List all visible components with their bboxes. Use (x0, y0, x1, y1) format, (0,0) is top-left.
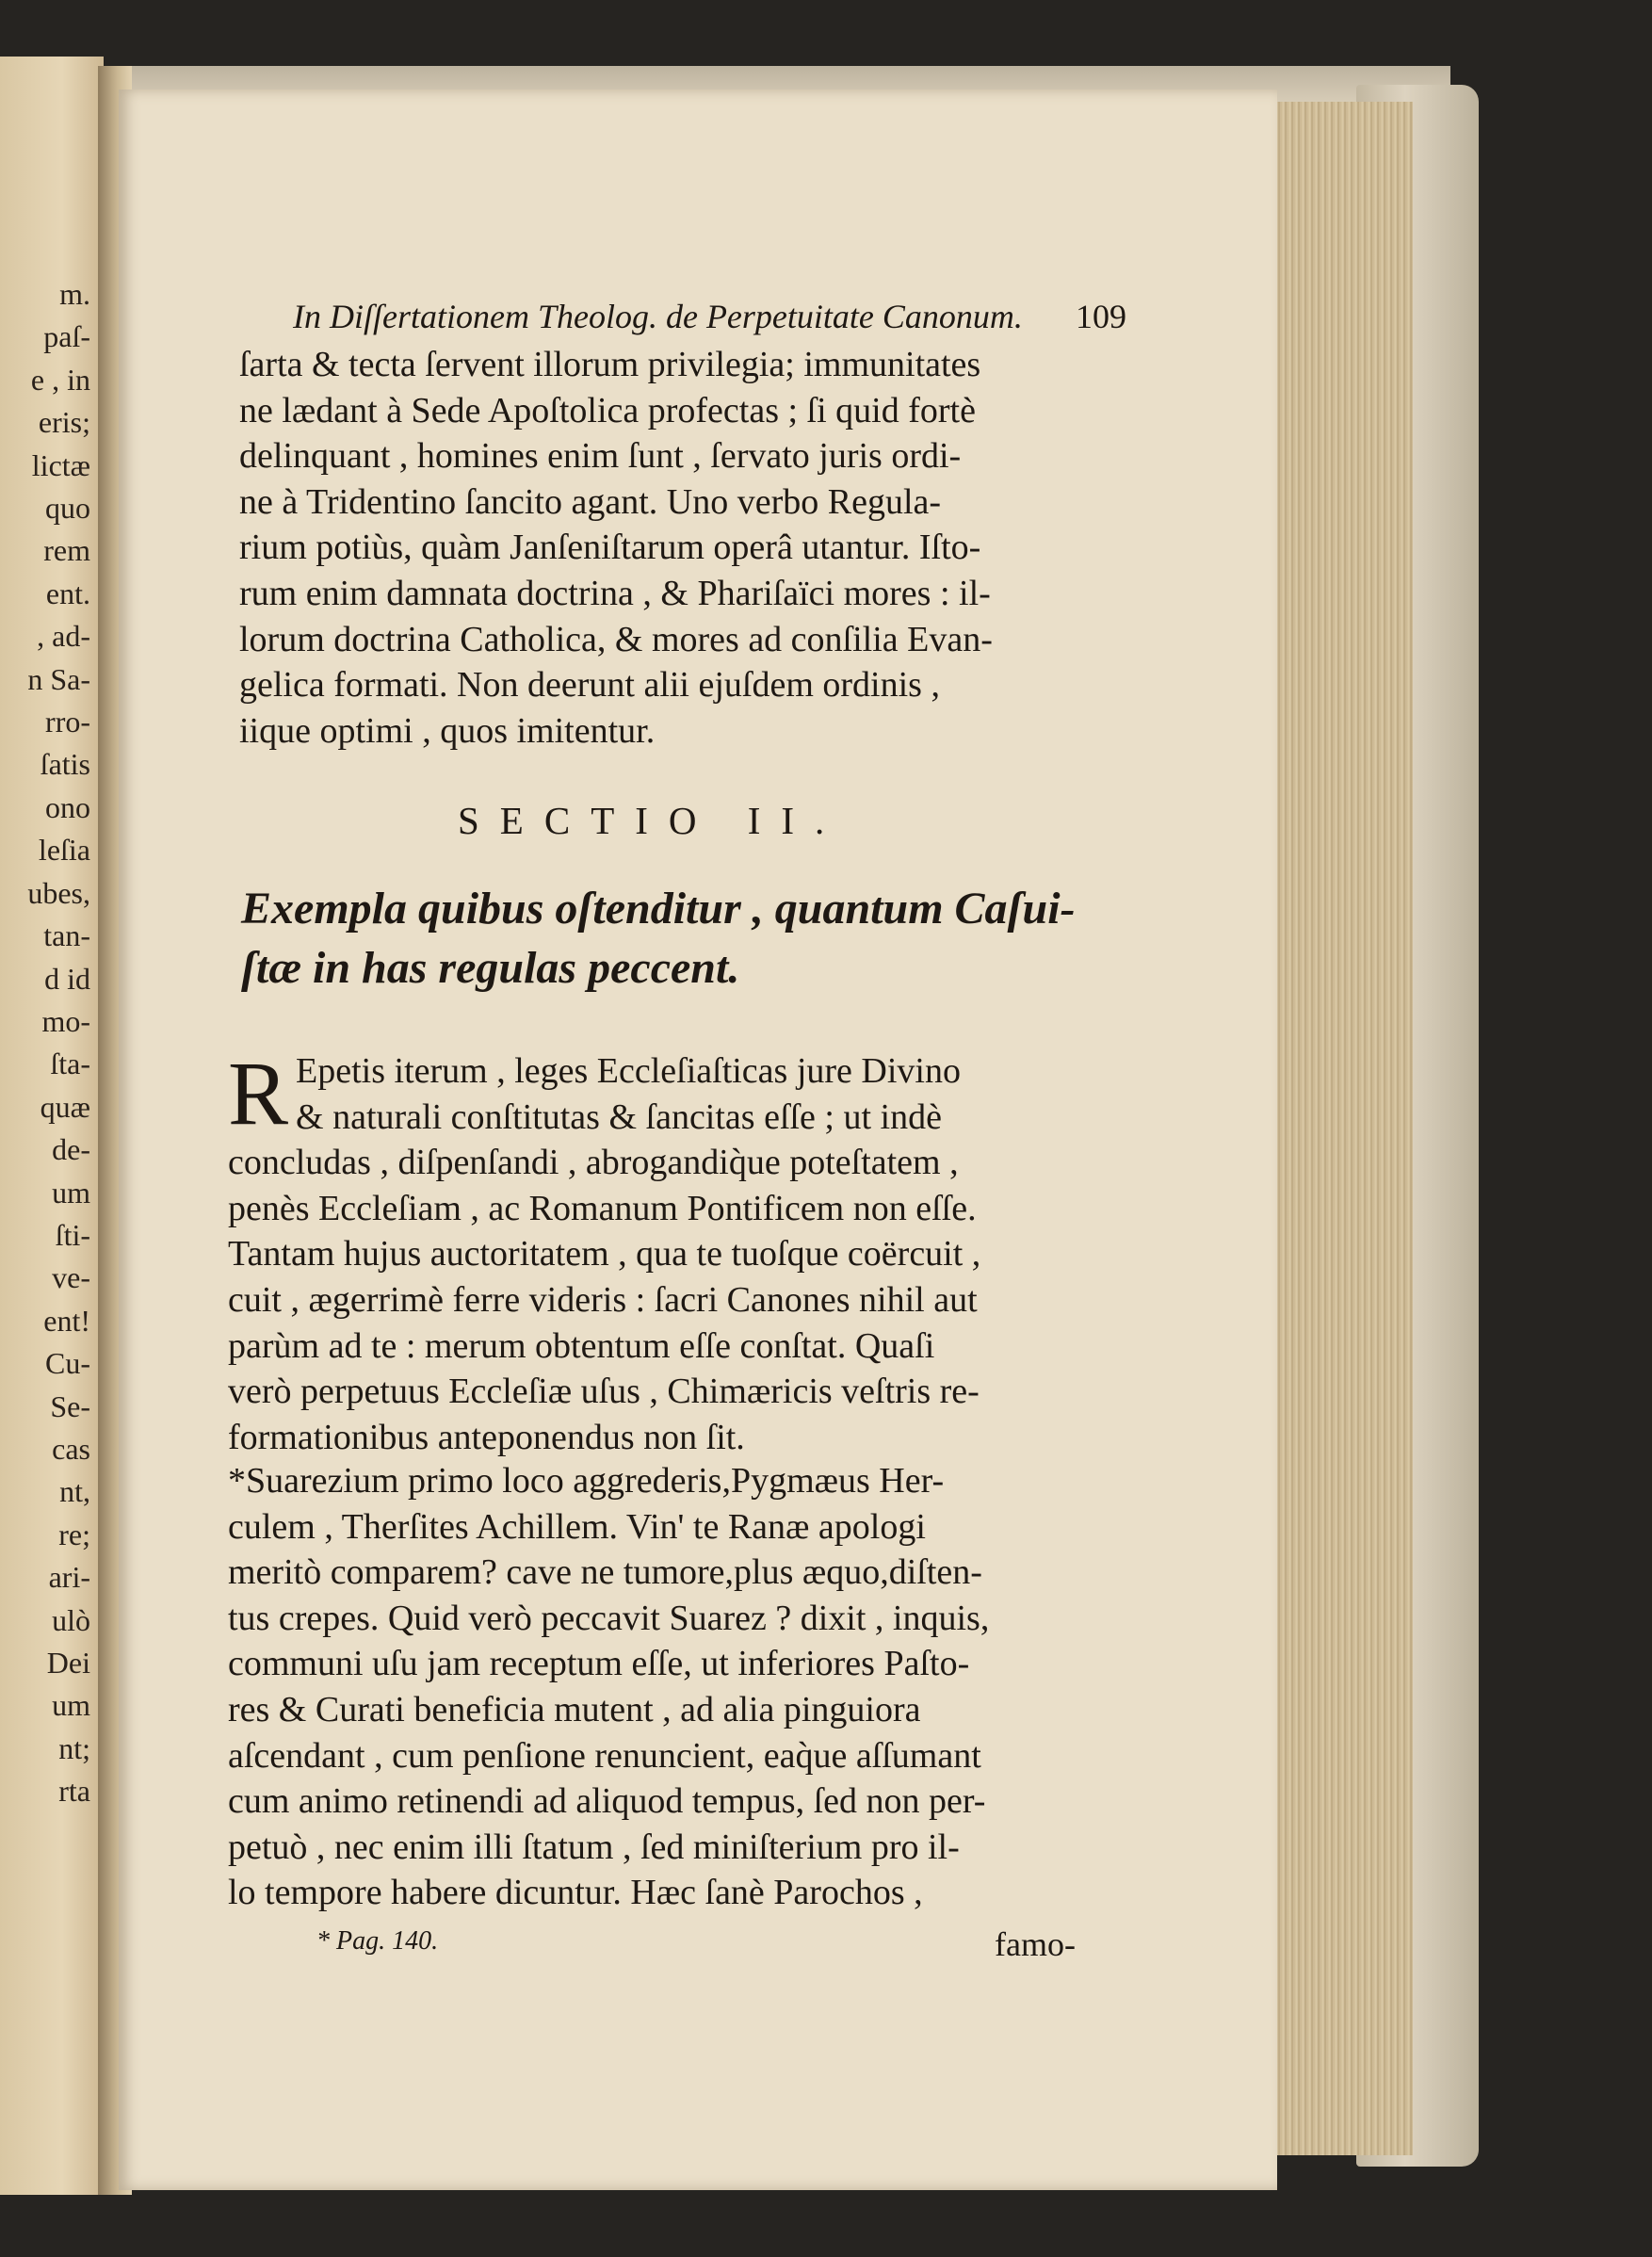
left-page-fragment: um (52, 1688, 90, 1723)
text-line: rum enim damnata doctrina , & Phariſaïci mores : il- (239, 573, 991, 613)
left-page-fragment: ſta- (50, 1047, 90, 1081)
drop-cap: R (228, 1043, 289, 1144)
text-line: parùm ad te : merum obtentum eſſe conſtat. Quaſi (228, 1325, 935, 1366)
text-line: tus crepes. Quid verò peccavit Suarez ? dixit , inquis, (228, 1598, 990, 1638)
text-line: ſarta & tecta ſervent illorum privilegia; immunitates (239, 345, 981, 384)
text-line: ne lædant à Sede Apoſtolica profectas ; ſi quid fortè (239, 390, 976, 430)
text-line: lo tempore habere dicuntur. Hæc ſanè Parochos , (228, 1873, 923, 1913)
left-page-fragment: ent! (43, 1303, 90, 1338)
text-line: culem , Therſites Achillem. Vin' te Ranæ apologi (228, 1506, 926, 1547)
left-page-fragment: quæ (40, 1089, 90, 1124)
left-page-fragment: m. (59, 277, 90, 311)
text-line: formationibus anteponendus non ſit. (228, 1417, 745, 1457)
book-page (119, 89, 1277, 2190)
left-page-fragment: rta (58, 1774, 90, 1809)
left-page-fragment: rem (43, 533, 90, 568)
paragraph-3 (228, 1458, 1132, 1916)
text-line: Tantam hujus auctoritatem , qua te tuoſque coërcuit , (228, 1234, 981, 1275)
left-page-fragment: ari- (48, 1560, 90, 1595)
text-line: meritò comparem? cave ne tumore,plus æquo,diſten- (228, 1552, 982, 1593)
running-head (293, 297, 1126, 336)
running-title: In Diſſertationem Theolog. de Perpetuitate Canonum. (293, 298, 1023, 335)
text-line: cuit , ægerrimè ferre videris : ſacri Canones nihil aut (228, 1279, 978, 1320)
left-page-fragment: mo- (41, 1003, 90, 1038)
section-subtitle (241, 879, 1145, 998)
paragraph-1 (239, 342, 1158, 754)
left-page-fragment: quo (45, 491, 90, 526)
left-page-fragment: Dei (46, 1646, 90, 1680)
text-line: rium potiùs, quàm Janſeniſtarum operâ utantur. Iſto- (239, 528, 981, 568)
text-line: iique optimi , quos imitentur. (239, 710, 656, 751)
left-page-fragment: Cu- (45, 1346, 90, 1381)
left-page-fragment: ubes, (27, 875, 90, 910)
left-page-fragment: leſia (38, 833, 90, 868)
text-line: delinquant , homines enim ſunt , ſervato juris ordi- (239, 436, 962, 477)
text-line: communi uſu jam receptum eſſe, ut inferiores Paſto- (228, 1644, 970, 1684)
left-page-fragment: ſatis (40, 747, 90, 782)
text-line: ne à Tridentino ſancito agant. Uno verbo Regula- (239, 481, 942, 522)
left-page-fragment: ſti- (55, 1217, 90, 1252)
left-page-fragment: lictæ (31, 447, 90, 482)
left-page-fragment: ent. (45, 576, 90, 610)
left-page-fragment: re; (58, 1517, 90, 1551)
catchword: famo- (995, 1925, 1076, 1963)
text-line: Epetis iterum , leges Eccleſiaſticas jure Divino (296, 1051, 961, 1091)
left-page-fragment: tan- (43, 918, 90, 953)
page-number: 109 (1076, 298, 1126, 335)
section-heading: SECTIO II. (458, 799, 846, 842)
left-page-fragment: um (52, 1175, 90, 1210)
text-line: verò perpetuus Eccleſiæ uſus , Chimæricis veſtris re- (228, 1372, 980, 1412)
text-line: lorum doctrina Catholica, & mores ad conſilia Evan- (239, 619, 993, 659)
left-page-fragment: nt; (58, 1730, 90, 1765)
left-page-fragment: ono (45, 789, 90, 824)
left-page-fragment: eris; (38, 405, 90, 440)
left-page-fragment: ulò (52, 1602, 90, 1637)
text-line: *Suarezium primo loco aggrederis,Pygmæus Her- (228, 1461, 945, 1501)
left-page-fragment: e , in (30, 362, 90, 397)
left-page-edge (0, 57, 104, 2195)
text-line: & naturali conſtitutas & ſancitas eſſe ; ut indè (296, 1096, 942, 1137)
left-page-fragment: ve- (52, 1260, 90, 1295)
text-line: aſcendant , cum penſione renuncient, eaq̀ue aſſumant (228, 1735, 981, 1776)
paragraph-2 (228, 1043, 1132, 1460)
text-line: concludas , diſpenſandi , abrogandiq̀ue poteſtatem , (228, 1143, 959, 1183)
left-page-fragment: paſ- (43, 319, 90, 354)
text-line: gelica formati. Non deerunt alii ejuſdem ordinis , (239, 665, 940, 706)
left-page-fragment: , ad- (37, 619, 90, 654)
left-page-fragment: n Sa- (27, 661, 90, 696)
left-page-fragment: Se- (50, 1388, 90, 1423)
left-page-fragment: cas (52, 1431, 90, 1466)
text-line: cum animo retinendi ad aliquod tempus, ſed non per- (228, 1781, 986, 1822)
left-page-fragment: d id (44, 961, 90, 996)
text-line: petuò , nec enim illi ſtatum , ſed miniſterium pro il- (228, 1827, 960, 1867)
left-page-fragment: nt, (59, 1474, 90, 1509)
left-page-fragment: rro- (45, 705, 90, 739)
subtitle-line: ſtæ in has regulas peccent. (241, 943, 740, 993)
subtitle-line: Exempla quibus oſtenditur , quantum Caſui- (241, 884, 1076, 934)
footnote: * Pag. 140. (316, 1926, 439, 1956)
left-page-fragment: de- (52, 1132, 90, 1167)
left-page-text-fragments (0, 273, 104, 1813)
text-line: penès Eccleſiam , ac Romanum Pontificem non eſſe. (228, 1188, 977, 1228)
text-line: res & Curati beneficia mutent , ad alia pinguiora (228, 1689, 921, 1729)
